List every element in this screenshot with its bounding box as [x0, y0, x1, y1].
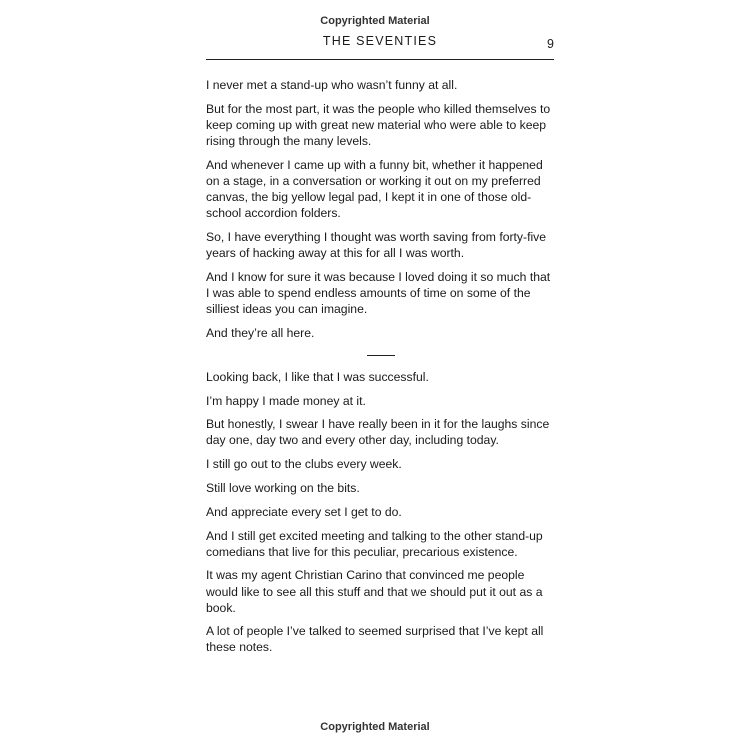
copyright-watermark-bottom: Copyrighted Material — [320, 721, 430, 733]
paragraph: I never met a stand-up who wasn’t funny at all. — [206, 78, 458, 92]
paragraph: But honestly, I swear I have really been in it for the laughs since day one, day two and every other day, including today. — [206, 417, 550, 448]
running-head — [206, 33, 554, 60]
page-number: 9 — [547, 37, 554, 51]
paragraph: And appreciate every set I get to do. — [206, 504, 402, 519]
paragraph: But for the most part, it was the people who killed themselves to keep coming up with great new material who were able to keep rising through the many levels. — [206, 101, 551, 148]
paragraph: A lot of people I’ve talked to seemed surprised that I’ve kept all these notes. — [206, 624, 544, 655]
paragraph: Still love working on the bits. — [206, 480, 360, 495]
paragraph: And they’re all here. — [206, 325, 315, 340]
paragraph: I still go out to the clubs every week. — [206, 457, 402, 472]
paragraph: And I still get excited meeting and talking to the other stand-up comedians that live for this peculiar, precarious existence. — [206, 528, 543, 559]
paragraph: And whenever I came up with a funny bit, whether it happened on a stage, in a conversation or working it out on my preferred canvas, the big yellow legal pad, I kept it in one of those old-school accordion folders. — [206, 157, 543, 221]
chapter-title: THE SEVENTIES — [322, 34, 438, 48]
paragraph: It was my agent Christian Carino that convinced me people would like to see all this stuff and that we should put it out as a book. — [206, 568, 543, 615]
paragraph: I’m happy I made money at it. — [206, 393, 366, 408]
section-divider — [367, 355, 395, 356]
paragraph: Looking back, I like that I was successful. — [206, 369, 429, 384]
page-body — [206, 77, 556, 663]
copyright-watermark-top: Copyrighted Material — [320, 15, 430, 27]
paragraph: So, I have everything I thought was worth saving from forty-five years of hacking away at this for all I was worth. — [206, 229, 547, 260]
paragraph: And I know for sure it was because I loved doing it so much that I was able to spend endless amounts of time on some of the silliest ideas you can imagine. — [206, 269, 551, 316]
